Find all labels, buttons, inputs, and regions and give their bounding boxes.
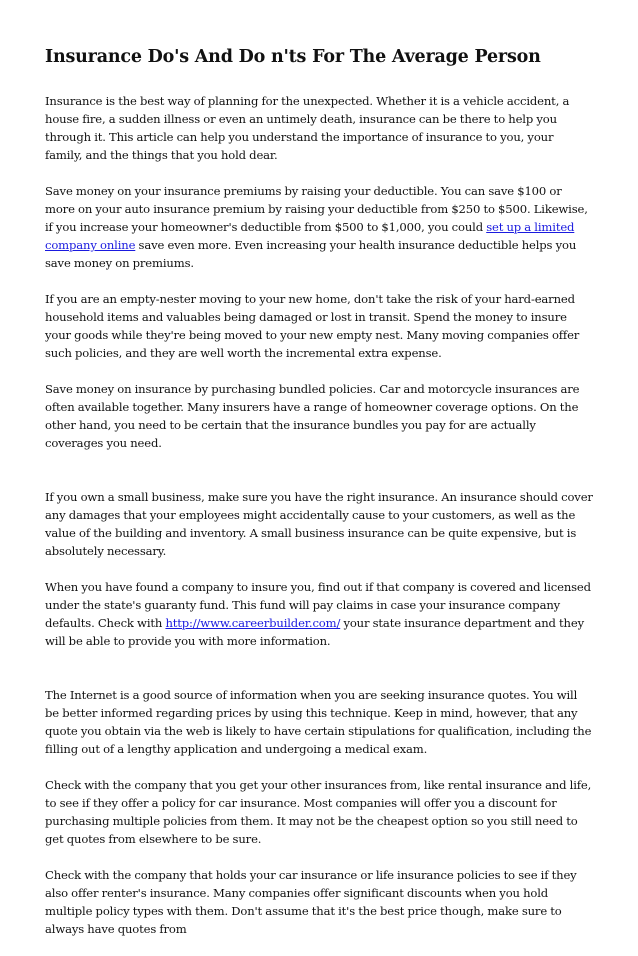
paragraph-text: When you have found a company to insure you, find out if that company is covered and licensed under the state's guaranty fund. This fund will pay claims in case your insurance company defaults. Check with — [45, 580, 591, 630]
limited-company-link[interactable]: set up a limited company online — [45, 220, 575, 252]
paragraph-other-insurances: Check with the company that you get your other insurances from, like rental insurance and life, to see if they offer a policy for car insurance. Most companies will offer you a discount for purchasing multiple policies from them. It may not be the cheapest option so you still need to get quotes from elsewhere to be sure. — [45, 778, 592, 846]
page-title: Insurance Do's And Do n'ts For The Average Person — [45, 47, 541, 67]
paragraph-bundled: Save money on insurance by purchasing bundled policies. Car and motorcycle insurances are often available together. Many insurers have a range of homeowner coverage options. On the other hand, you need to be certain that the insurance bundles you pay for are actually coverages you need. — [45, 382, 580, 450]
paragraph-deductible — [45, 182, 593, 272]
paragraph-text: Save money on your insurance premiums by raising your deductible. You can save $100 or more on your auto insurance premium by raising your deductible from $250 to $500. Likewise, if you increase your homeowner's deductible from $500 to $1,000, you could — [45, 184, 588, 234]
paragraph-guaranty-fund — [45, 578, 593, 650]
paragraph-intro: Insurance is the best way of planning for the unexpected. Whether it is a vehicle accident, a house fire, a sudden illness or even an untimely death, insurance can be there to help you through it. This article can help you understand the importance of insurance to you, your family, and the things that you hold dear. — [45, 94, 570, 162]
paragraph-renters: Check with the company that holds your car insurance or life insurance policies to see if they also offer renter's insurance. Many companies offer significant discounts when you hold multiple policy types with them. Don't assume that it's the best price though, make sure to always have quotes from — [45, 868, 577, 936]
document-page — [45, 46, 593, 956]
paragraph-text: save even more. Even increasing your health insurance deductible helps you save money on premiums. — [45, 238, 577, 270]
paragraph-small-business: If you own a small business, make sure you have the right insurance. An insurance should cover any damages that your employees might accidentally cause to your customers, as well as the value of the building and inventory. A small business insurance can be quite expensive, but is absolutely necessary. — [45, 490, 593, 558]
paragraph-moving: If you are an empty-nester moving to your new home, don't take the risk of your hard-earned household items and valuables being damaged or lost in transit. Spend the money to insure your goods while they're being moved to your new empty nest. Many moving companies offer such policies, and they are well worth the incremental extra expense. — [45, 292, 580, 360]
paragraph-text: your state insurance department and they will be able to provide you with more information. — [45, 616, 584, 648]
careerbuilder-link[interactable]: http://www.careerbuilder.com/ — [165, 616, 341, 630]
paragraph-internet-quotes: The Internet is a good source of information when you are seeking insurance quotes. You will be better informed regarding prices by using this technique. Keep in mind, however, that any quote you obtain via the web is likely to have certain stipulations for qualification, including the filling out of a lengthy application and undergoing a medical exam. — [45, 688, 592, 756]
